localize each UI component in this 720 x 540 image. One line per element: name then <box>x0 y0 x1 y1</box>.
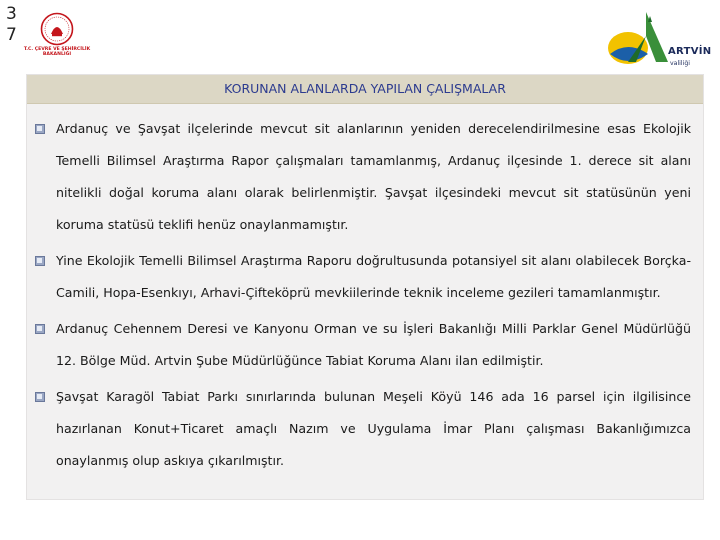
ministry-emblem-icon <box>40 12 74 46</box>
bullet-text: Şavşat Karagöl Tabiat Parkı sınırlarında bulunan Meşeli Köyü 146 ada 16 parsel için ilgilisince hazırlanan Konut+Ticaret amaçlı Nazım ve Uygulama İmar Planı çalışması Bakanlığımızca onaylanmış olup askıya çıkarılmıştır. <box>56 389 691 468</box>
artvin-logo-brand: ARTVİN <box>668 46 712 57</box>
slide-number-digit-1: 3 <box>6 4 17 24</box>
square-bullet-icon <box>35 124 45 134</box>
content-panel <box>26 74 704 500</box>
ministry-logo <box>22 12 92 64</box>
ministry-logo-text: T.C. ÇEVRE VE ŞEHİRCİLİK BAKANLIĞI <box>23 47 91 58</box>
page-title: KORUNAN ALANLARDA YAPILAN ÇALIŞMALAR <box>27 75 703 104</box>
bullet-item <box>35 381 691 477</box>
artvin-emblem-icon <box>606 10 706 72</box>
bullet-item <box>35 245 691 309</box>
square-bullet-icon <box>35 256 45 266</box>
slide-number-digit-2: 7 <box>6 25 17 45</box>
bullet-text: Yine Ekolojik Temelli Bilimsel Araştırma Raporu doğrultusunda potansiyel sit alanı olabilecek Borçka-Camili, Hopa-Esenkıyı, Arhavi-Çifteköprü mevkiilerinde teknik inceleme gezileri tamamlanmıştır. <box>56 253 691 300</box>
artvin-logo-sub: valiliği <box>670 60 690 67</box>
square-bullet-icon <box>35 392 45 402</box>
bullet-text: Ardanuç ve Şavşat ilçelerinde mevcut sit alanlarının yeniden derecelendirilmesine esas Ekolojik Temelli Bilimsel Araştırma Rapor çalışmaları tamamlanmış, Ardanuç ilçesinde 1. derece sit alanı nitelikli doğal koruma alanı olarak belirlenmiştir. Şavşat ilçesindeki mevcut sit statüsünün yeni koruma statüsü teklifi henüz onaylanmamıştır. <box>56 121 691 232</box>
slide-number <box>6 4 17 46</box>
square-bullet-icon <box>35 324 45 334</box>
artvin-logo <box>606 10 712 72</box>
bullet-list <box>35 113 691 481</box>
bullet-item <box>35 313 691 377</box>
bullet-text: Ardanuç Cehennem Deresi ve Kanyonu Orman ve su İşleri Bakanlığı Milli Parklar Genel Müdürlüğü 12. Bölge Müd. Artvin Şube Müdürlüğünce Tabiat Koruma Alanı ilan edilmiştir. <box>56 321 691 368</box>
bullet-item <box>35 113 691 241</box>
